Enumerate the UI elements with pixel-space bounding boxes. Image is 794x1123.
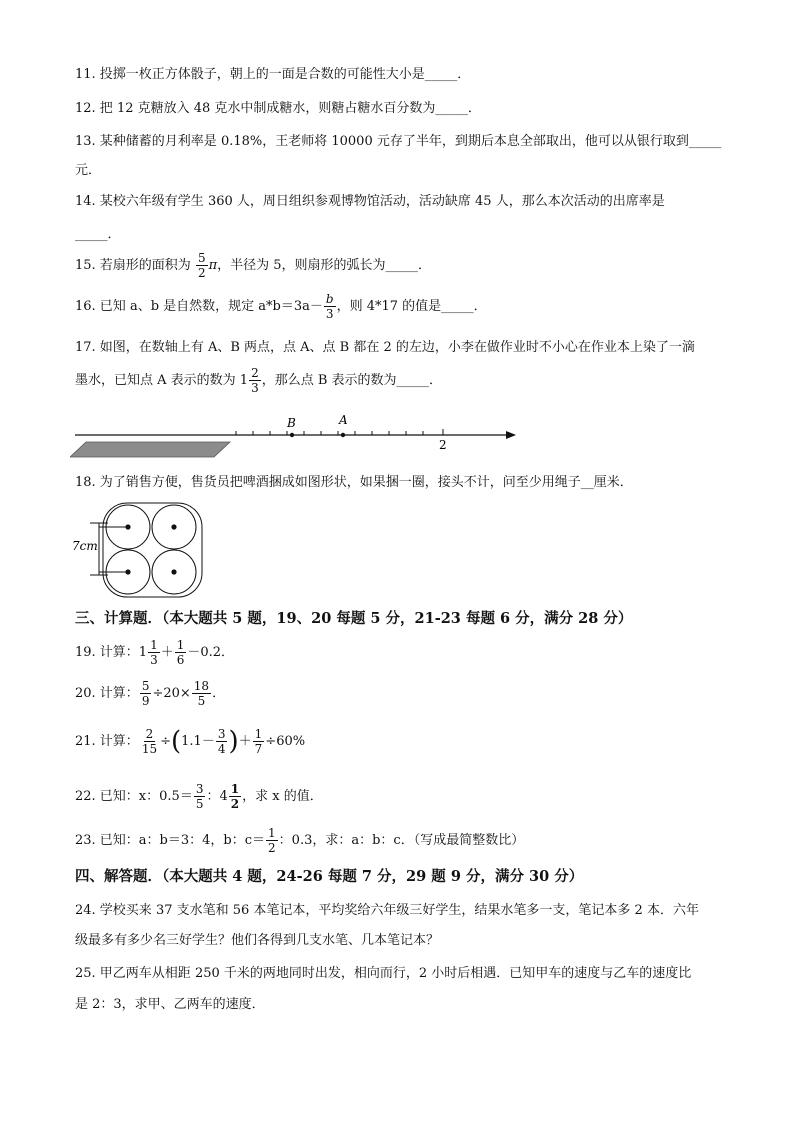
q21-left-paren: (: [171, 726, 182, 757]
q20-fraction-2: [192, 679, 211, 708]
question-13-line2: 元．: [75, 163, 102, 178]
q21-text-post: ÷60%: [265, 734, 306, 749]
question-15: [75, 251, 431, 280]
q20-fraction-1: [140, 679, 152, 708]
question-22: [75, 782, 323, 811]
q19-text-pre: 19. 计算：1: [75, 645, 148, 660]
q20-text-pre: 20. 计算：: [75, 686, 139, 701]
q22-num2: 1: [230, 782, 240, 796]
section-3-heading: 三、计算题．（本大题共 5 题，19、20 每题 5 分，21-23 每题 6 分，满分 28 分）: [75, 610, 633, 627]
q23-den: 2: [268, 841, 276, 855]
axis-ticks: [236, 429, 443, 435]
q23-fraction: [266, 826, 278, 855]
q20-text-mid: ÷20×: [152, 686, 191, 701]
q19-den2: 6: [176, 653, 185, 667]
q15-text-pre: 15. 若扇形的面积为: [75, 258, 195, 273]
label-2: 2: [439, 438, 447, 452]
q17-num: 2: [251, 366, 259, 380]
question-19: [75, 638, 234, 667]
q21-inner: 1.1－: [181, 734, 215, 749]
question-18: 18. 为了销售方便，售货员把啤酒捆成如图形状，如果捆一圈，接头不计，问至少用绳子__厘米．: [75, 475, 633, 490]
q17-fraction: [249, 366, 261, 395]
q16-den: 3: [325, 307, 334, 321]
q15-fraction: [196, 251, 208, 280]
q17-text-post: ，那么点 B 表示的数为_____．: [261, 373, 443, 388]
q21-num1: 2: [145, 727, 154, 741]
beer-bundle-figure: [70, 500, 205, 600]
q19-den1: 3: [150, 653, 158, 667]
q23-num: 1: [268, 826, 276, 840]
bottle-center-2: [171, 524, 176, 529]
q19-num1: 1: [150, 638, 158, 652]
q20-text-post: ．: [212, 686, 226, 701]
q21-right-paren: ): [228, 726, 239, 757]
axis-arrow: [506, 431, 516, 439]
point-a: [341, 433, 345, 437]
q22-den2: 2: [230, 797, 240, 811]
q21-den3: 7: [254, 742, 263, 756]
q21-text-mid2: ＋: [238, 734, 252, 749]
question-14-line2: _____．: [75, 227, 121, 242]
q16-text-pre: 16. 已知 a、b 是自然数，规定 a*b＝3a－: [75, 299, 323, 314]
q23-text-post: ：0.3，求：a：b：c．（写成最简整数比）: [278, 833, 525, 848]
q16-num: b: [325, 292, 334, 306]
q20-num1: 5: [141, 679, 150, 693]
question-21: [75, 727, 305, 756]
ink-blot: [70, 442, 230, 457]
bottle-center-4: [171, 569, 176, 574]
q17-den: 3: [251, 381, 259, 395]
question-24-line1: 24. 学校买来 37 支水笔和 56 本笔记本，平均奖给六年级三好学生，结果水笔多一支，笔记本多 2 本．六年: [75, 903, 699, 918]
q22-text-post: ，求 x 的值．: [242, 789, 323, 804]
rope-outline: [103, 503, 202, 597]
q21-num3: 1: [254, 727, 263, 741]
question-13-line1: 13. 某种储蓄的月利率是 0.18%，王老师将 10000 元存了半年，到期后本息全部取出，他可以从银行取到_____: [75, 134, 722, 149]
point-b: [290, 433, 294, 437]
q19-text-post: －0.2．: [187, 645, 235, 660]
question-17-line2: [75, 366, 442, 395]
q19-num2: 1: [176, 638, 185, 652]
q15-pi: π: [208, 258, 218, 273]
question-25-line1: 25. 甲乙两车从相距 250 千米的两地同时出发，相向而行，2 小时后相遇．已知甲车的速度与乙车的速度比: [75, 966, 692, 981]
question-11: 11. 投掷一枚正方体骰子，朝上的一面是合数的可能性大小是_____．: [75, 67, 471, 82]
label-b: B: [287, 416, 296, 430]
question-14-line1: 14. 某校六年级有学生 360 人，周日组织参观博物馆活动，活动缺席 45 人，那么本次活动的出席率是: [75, 194, 665, 209]
q20-den1: 9: [141, 694, 150, 708]
q22-text-mid: ：4: [206, 789, 228, 804]
q15-text-post: ，半径为 5，则扇形的弧长为_____．: [217, 258, 432, 273]
question-23: [75, 826, 524, 855]
q21-den2: 4: [217, 742, 226, 756]
section-4-heading: 四、解答题．（本大题共 4 题，24-26 每题 7 分，29 题 9 分，满分 30 分）: [75, 868, 584, 885]
question-16: [75, 292, 487, 321]
question-17-line1: 17. 如图，在数轴上有 A、B 两点，点 A、点 B 都在 2 的左边，小李在做作业时不小心在作业本上染了一滴: [75, 340, 695, 355]
q15-den: 2: [197, 266, 206, 280]
q21-fraction-3: [253, 727, 265, 756]
q16-text-post: ，则 4*17 的值是_____．: [336, 299, 487, 314]
q23-text-pre: 23. 已知：a：b＝3：4，b：c＝: [75, 833, 266, 848]
q15-num: 5: [197, 251, 206, 265]
q19-fraction-1: [148, 638, 160, 667]
q21-text-mid1: ÷: [160, 734, 171, 749]
q19-plus: ＋: [160, 645, 174, 660]
q17-text-pre: 墨水，已知点 A 表示的数为 1: [75, 373, 249, 388]
q20-den2: 5: [197, 694, 206, 708]
q21-fraction-2: [216, 727, 228, 756]
question-12: 12. 把 12 克糖放入 48 克水中制成糖水，则糖占糖水百分数为_____．: [75, 101, 481, 116]
q20-num2: 18: [193, 679, 210, 693]
q22-text-pre: 22. 已知：x：0.5＝: [75, 789, 193, 804]
q22-den1: 5: [195, 797, 204, 811]
q21-text-pre: 21. 计算：: [75, 734, 139, 749]
q16-fraction: [324, 292, 336, 321]
q21-fraction-1: [140, 727, 159, 756]
q22-num1: 3: [195, 782, 204, 796]
label-a: A: [339, 413, 348, 427]
question-24-line2: 级最多有多少名三好学生？他们各得到几支水笔、几本笔记本？: [75, 933, 440, 948]
number-line-figure: [70, 405, 530, 460]
q19-fraction-2: [175, 638, 187, 667]
question-25-line2: 是 2：3，求甲、乙两车的速度．: [75, 997, 265, 1012]
question-20: [75, 679, 225, 708]
q22-fraction-2: [229, 782, 241, 811]
q21-num2: 3: [217, 727, 226, 741]
dimension-label: 7cm: [72, 539, 98, 553]
q21-den1: 15: [141, 742, 158, 756]
q22-fraction-1: [194, 782, 206, 811]
